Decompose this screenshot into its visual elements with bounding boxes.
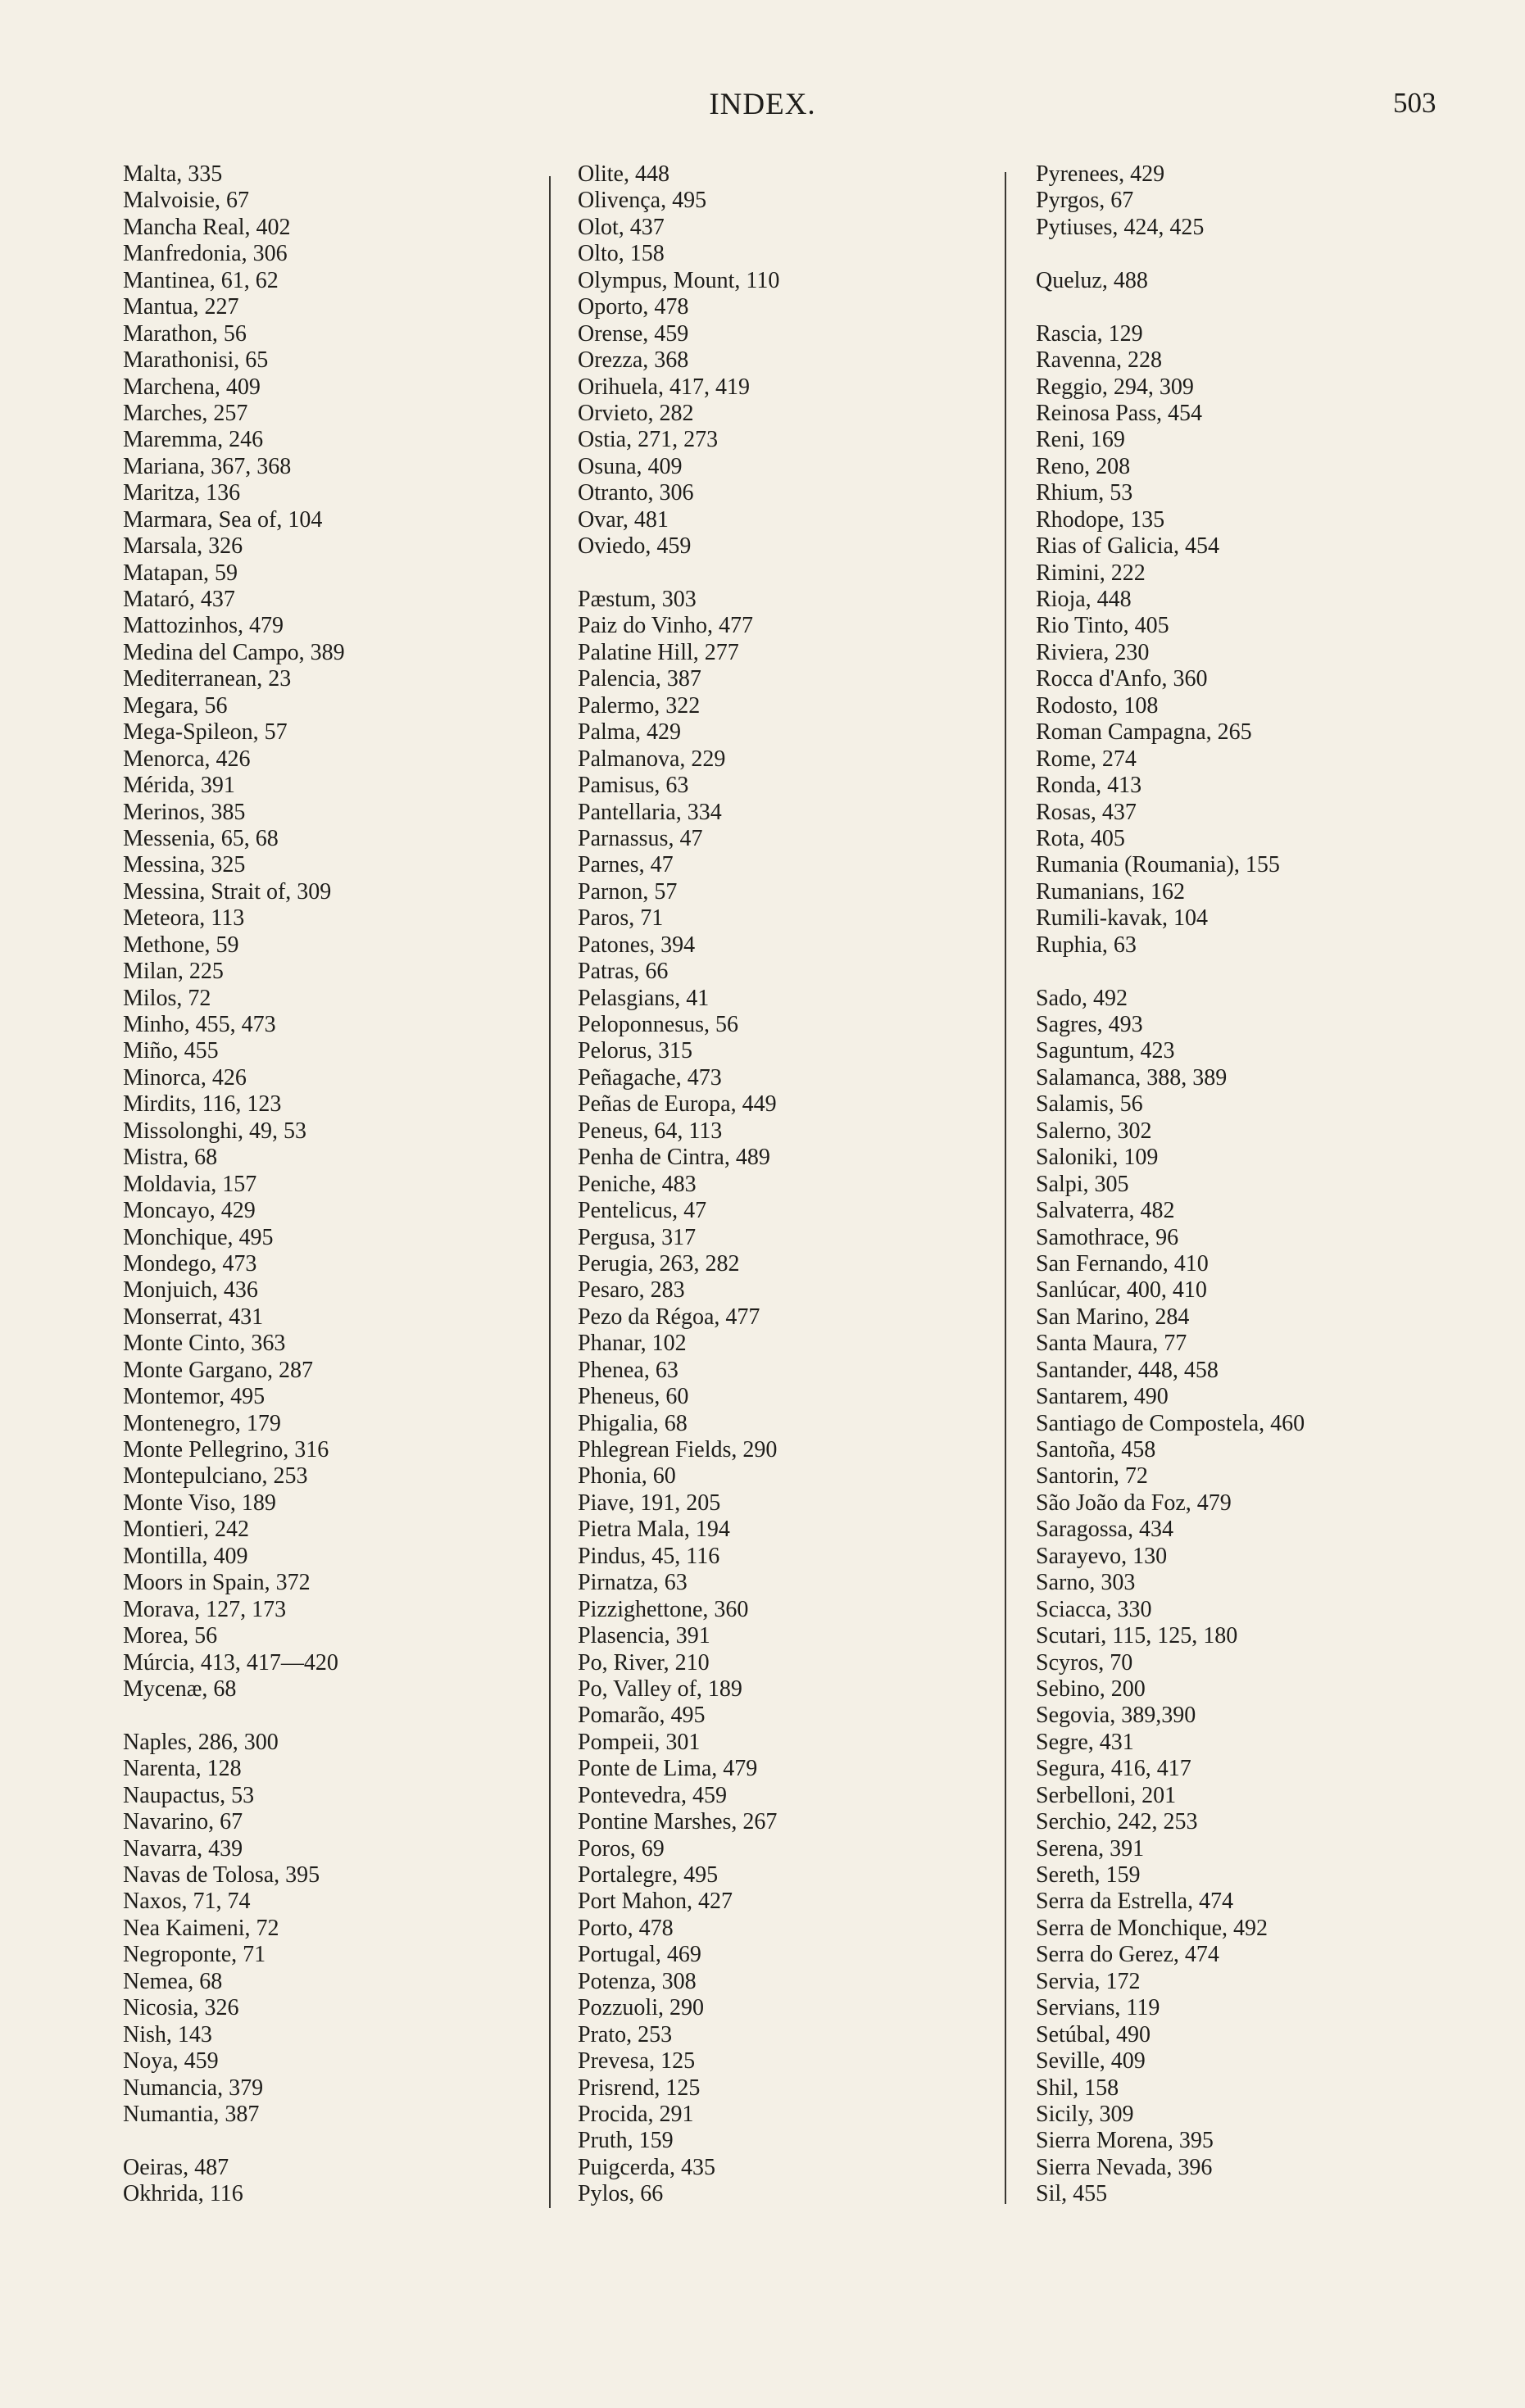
column-divider: [549, 176, 551, 2208]
index-entry: Rumania (Roumania), 155: [1036, 852, 1280, 878]
index-entry: Rio Tinto, 405: [1036, 613, 1169, 639]
index-entry: Monte Cinto, 363: [123, 1331, 286, 1357]
index-entry: Servia, 172: [1036, 1968, 1141, 1994]
index-entry: Pontine Marshes, 267: [578, 1809, 778, 1835]
index-spacer: [123, 2128, 549, 2154]
index-entry: Patras, 66: [578, 959, 669, 985]
index-entry: Olivença, 495: [578, 188, 707, 214]
index-entry: Marsala, 326: [123, 533, 243, 560]
index-entry: Pruth, 159: [578, 2128, 674, 2154]
index-entry: Peniche, 483: [578, 1171, 697, 1197]
index-entry: Ruphia, 63: [1036, 932, 1137, 958]
index-entry: Pezo da Régoa, 477: [578, 1304, 760, 1330]
index-entry: Parnon, 57: [578, 878, 678, 905]
index-entry: Peñagache, 473: [578, 1064, 722, 1091]
index-entry: Paiz do Vinho, 477: [578, 613, 754, 639]
index-entry: Prisrend, 125: [578, 2075, 701, 2101]
index-entry: Pylos, 66: [578, 2181, 664, 2207]
index-entry: Sciacca, 330: [1036, 1596, 1152, 1622]
index-entry: Rodosto, 108: [1036, 692, 1159, 719]
index-entry: Sereth, 159: [1036, 1862, 1141, 1888]
index-entry: Pomarão, 495: [578, 1703, 706, 1729]
index-entry: Serchio, 242, 253: [1036, 1809, 1198, 1835]
index-entry: Salvaterra, 482: [1036, 1198, 1175, 1224]
index-entry: Sierra Nevada, 396: [1036, 2154, 1213, 2180]
index-entry: Morea, 56: [123, 1623, 218, 1649]
index-entry: Palmanova, 229: [578, 746, 726, 772]
index-spacer: [578, 560, 1004, 587]
index-entry: Roman Campagna, 265: [1036, 719, 1252, 746]
index-entry: Salpi, 305: [1036, 1171, 1129, 1197]
index-entry: Rome, 274: [1036, 746, 1137, 772]
index-entry: Methone, 59: [123, 932, 239, 958]
index-entry: Marathonisi, 65: [123, 347, 269, 374]
index-entry: Santander, 448, 458: [1036, 1357, 1219, 1383]
index-entry: Messenia, 65, 68: [123, 825, 279, 851]
index-entry: Segura, 416, 417: [1036, 1756, 1191, 1782]
index-entry: Mariana, 367, 368: [123, 453, 292, 479]
index-entry: Pelorus, 315: [578, 1038, 692, 1064]
index-entry: Parnassus, 47: [578, 825, 703, 851]
index-entry: Sarno, 303: [1036, 1570, 1136, 1596]
index-entry: Marches, 257: [123, 400, 248, 426]
index-entry: Serbelloni, 201: [1036, 1782, 1177, 1808]
index-entry: Moors in Spain, 372: [123, 1570, 311, 1596]
index-entry: Narenta, 128: [123, 1756, 242, 1782]
index-entry: Phonia, 60: [578, 1463, 676, 1490]
index-entry: Santorin, 72: [1036, 1463, 1148, 1490]
index-entry: Reggio, 294, 309: [1036, 374, 1194, 400]
index-entry: Ovar, 481: [578, 506, 669, 533]
index-entry: Potenza, 308: [578, 1968, 697, 1994]
index-entry: Puigcerda, 435: [578, 2154, 715, 2180]
index-entry: Mediterranean, 23: [123, 666, 292, 692]
index-entry: Nea Kaimeni, 72: [123, 1915, 279, 1941]
page-number: 503: [1393, 87, 1436, 119]
index-entry: Pytiuses, 424, 425: [1036, 214, 1205, 240]
index-entry: Montepulciano, 253: [123, 1463, 308, 1490]
index-entry: Saloniki, 109: [1036, 1145, 1159, 1171]
index-entry: Pizzighettone, 360: [578, 1596, 749, 1622]
index-entry: Rimini, 222: [1036, 560, 1146, 586]
index-entry: Milan, 225: [123, 959, 224, 985]
index-entry: Marathon, 56: [123, 320, 247, 347]
index-entry: Merinos, 385: [123, 799, 246, 825]
index-entry: Monjuich, 436: [123, 1277, 258, 1304]
index-entry: Medina del Campo, 389: [123, 639, 345, 665]
index-entry: Phanar, 102: [578, 1331, 687, 1357]
index-entry: Plasencia, 391: [578, 1623, 710, 1649]
index-entry: Pheneus, 60: [578, 1384, 689, 1410]
index-entry: Saragossa, 434: [1036, 1517, 1173, 1543]
index-entry: Reno, 208: [1036, 453, 1131, 479]
index-entry: Monte Viso, 189: [123, 1490, 276, 1516]
index-entry: Messina, Strait of, 309: [123, 878, 332, 905]
index-entry: Orezza, 368: [578, 347, 689, 374]
index-entry: Prevesa, 125: [578, 2048, 696, 2075]
index-entry: Queluz, 488: [1036, 267, 1148, 293]
index-entry: Santoña, 458: [1036, 1437, 1156, 1462]
index-entry: Sado, 492: [1036, 985, 1128, 1011]
index-entry: Maremma, 246: [123, 427, 264, 453]
index-entry: Montenegro, 179: [123, 1410, 281, 1436]
index-entry: Palatine Hill, 277: [578, 639, 739, 665]
index-entry: Numantia, 387: [123, 2101, 260, 2127]
index-entry: Otranto, 306: [578, 480, 694, 506]
index-entry: Morava, 127, 173: [123, 1596, 287, 1622]
index-entry: Rumili-kavak, 104: [1036, 905, 1208, 932]
index-entry: Navarino, 67: [123, 1809, 243, 1835]
index-entry: Numancia, 379: [123, 2075, 264, 2101]
index-entry: Port Mahon, 427: [578, 1889, 733, 1915]
index-entry: Missolonghi, 49, 53: [123, 1118, 307, 1144]
index-entry: Rhodope, 135: [1036, 506, 1165, 533]
index-entry: Sarayevo, 130: [1036, 1543, 1168, 1569]
index-entry: Messina, 325: [123, 852, 246, 878]
index-entry: Mérida, 391: [123, 773, 235, 799]
index-entry: Meteora, 113: [123, 905, 245, 932]
index-spacer: [123, 1703, 549, 1729]
index-entry: Peloponnesus, 56: [578, 1012, 738, 1037]
index-entry: Scyros, 70: [1036, 1649, 1133, 1676]
index-entry: Pyrgos, 67: [1036, 188, 1134, 214]
index-entry: Olite, 448: [578, 161, 669, 187]
index-entry: Nicosia, 326: [123, 1995, 239, 2021]
index-entry: Rota, 405: [1036, 825, 1125, 851]
index-entry: Moncayo, 429: [123, 1198, 256, 1224]
index-column-1: [123, 161, 549, 2208]
index-entry: Nemea, 68: [123, 1968, 223, 1994]
index-entry: Serena, 391: [1036, 1835, 1145, 1862]
index-spacer: [1036, 959, 1495, 985]
index-entry: Serra de Monchique, 492: [1036, 1915, 1269, 1941]
index-entry: Rhium, 53: [1036, 480, 1133, 506]
index-entry: Pantellaria, 334: [578, 799, 722, 825]
index-entry: Múrcia, 413, 417—420: [123, 1649, 338, 1676]
index-column-2: [578, 161, 1004, 2208]
index-entry: São João da Foz, 479: [1036, 1490, 1232, 1516]
index-entry: Negroponte, 71: [123, 1942, 266, 1968]
index-entry: Rascia, 129: [1036, 320, 1143, 347]
index-entry: Manfredonia, 306: [123, 241, 288, 267]
index-entry: Segre, 431: [1036, 1729, 1134, 1755]
index-entry: Olto, 158: [578, 241, 665, 267]
index-entry: Pontevedra, 459: [578, 1782, 727, 1808]
index-entry: Ravenna, 228: [1036, 347, 1162, 374]
index-entry: Ponte de Lima, 479: [578, 1756, 758, 1782]
index-entry: Nish, 143: [123, 2021, 212, 2047]
index-entry: Mataró, 437: [123, 587, 235, 612]
index-entry: Osuna, 409: [578, 453, 683, 479]
index-entry: Paros, 71: [578, 905, 664, 932]
index-entry: Mancha Real, 402: [123, 214, 291, 240]
index-entry: Poros, 69: [578, 1835, 665, 1862]
index-entry: Marmara, Sea of, 104: [123, 506, 323, 533]
index-entry: Malta, 335: [123, 161, 223, 187]
index-entry: Peneus, 64, 113: [578, 1118, 723, 1144]
index-entry: Patones, 394: [578, 932, 696, 958]
index-entry: Pentelicus, 47: [578, 1198, 707, 1224]
index-entry: Olympus, Mount, 110: [578, 267, 780, 293]
index-entry: Oviedo, 459: [578, 533, 692, 560]
index-entry: Mistra, 68: [123, 1145, 218, 1171]
index-entry: Procida, 291: [578, 2101, 694, 2127]
index-entry: Pozzuoli, 290: [578, 1995, 704, 2021]
index-entry: Segovia, 389,390: [1036, 1703, 1196, 1729]
index-entry: Monte Gargano, 287: [123, 1357, 313, 1383]
index-entry: Rioja, 448: [1036, 587, 1132, 612]
index-entry: Salerno, 302: [1036, 1118, 1152, 1144]
index-entry: Perugia, 263, 282: [578, 1250, 740, 1277]
index-entry: Palencia, 387: [578, 666, 701, 692]
index-entry: Portugal, 469: [578, 1942, 701, 1968]
index-entry: Pirnatza, 63: [578, 1570, 688, 1596]
index-entry: Orvieto, 282: [578, 400, 694, 426]
index-entry: Saguntum, 423: [1036, 1038, 1175, 1064]
index-entry: Orense, 459: [578, 320, 689, 347]
index-entry: Parnes, 47: [578, 852, 674, 878]
index-entry: Montilla, 409: [123, 1543, 248, 1569]
index-entry: Porto, 478: [578, 1915, 674, 1941]
index-entry: Oeiras, 487: [123, 2154, 229, 2180]
index-entry: Palma, 429: [578, 719, 681, 746]
index-entry: Sanlúcar, 400, 410: [1036, 1277, 1207, 1304]
index-entry: Riviera, 230: [1036, 639, 1150, 665]
index-entry: Orihuela, 417, 419: [578, 374, 750, 400]
index-entry: Serra da Estrella, 474: [1036, 1889, 1234, 1915]
index-entry: Mirdits, 116, 123: [123, 1091, 282, 1118]
index-entry: Olot, 437: [578, 214, 665, 240]
index-entry: Naples, 286, 300: [123, 1729, 279, 1755]
index-entry: Sicily, 309: [1036, 2101, 1134, 2127]
index-entry: Pindus, 45, 116: [578, 1543, 720, 1569]
index-entry: San Fernando, 410: [1036, 1250, 1209, 1277]
index-entry: Po, Valley of, 189: [578, 1676, 742, 1702]
index-entry: Mycenæ, 68: [123, 1676, 237, 1702]
index-entry: Navarra, 439: [123, 1835, 243, 1862]
index-entry: Shil, 158: [1036, 2075, 1119, 2101]
index-entry: Oporto, 478: [578, 294, 689, 320]
index-entry: Po, River, 210: [578, 1649, 710, 1676]
index-entry: Prato, 253: [578, 2021, 673, 2047]
index-entry: Montieri, 242: [123, 1517, 249, 1543]
index-entry: Reni, 169: [1036, 427, 1125, 453]
index-entry: Mantinea, 61, 62: [123, 267, 279, 293]
index-entry: Malvoisie, 67: [123, 188, 249, 214]
index-entry: Rumanians, 162: [1036, 878, 1185, 905]
index-entry: Pæstum, 303: [578, 587, 697, 612]
index-entry: Salamanca, 388, 389: [1036, 1064, 1228, 1091]
index-entry: Serra do Gerez, 474: [1036, 1942, 1219, 1968]
index-entry: Servians, 119: [1036, 1995, 1160, 2021]
index-entry: Monte Pellegrino, 316: [123, 1437, 329, 1462]
index-entry: Rosas, 437: [1036, 799, 1137, 825]
index-entry: Pamisus, 63: [578, 773, 689, 799]
index-entry: Maritza, 136: [123, 480, 241, 506]
index-entry: Setúbal, 490: [1036, 2021, 1151, 2047]
index-entry: Phlegrean Fields, 290: [578, 1437, 778, 1462]
index-entry: Mondego, 473: [123, 1250, 257, 1277]
index-entry: Naxos, 71, 74: [123, 1889, 251, 1915]
index-entry: Monchique, 495: [123, 1224, 274, 1250]
running-header-title: INDEX.: [709, 88, 816, 121]
index-entry: Pergusa, 317: [578, 1224, 697, 1250]
index-entry: Pietra Mala, 194: [578, 1517, 730, 1543]
index-entry: Phigalia, 68: [578, 1410, 688, 1436]
index-entry: Milos, 72: [123, 985, 211, 1011]
index-entry: Menorca, 426: [123, 746, 251, 772]
index-entry: Pelasgians, 41: [578, 985, 710, 1011]
index-entry: San Marino, 284: [1036, 1304, 1190, 1330]
index-entry: Minho, 455, 473: [123, 1012, 276, 1037]
index-entry: Seville, 409: [1036, 2048, 1146, 2075]
index-entry: Miño, 455: [123, 1038, 219, 1064]
index-entry: Rocca d'Anfo, 360: [1036, 666, 1208, 692]
index-entry: Santiago de Compostela, 460: [1036, 1410, 1305, 1436]
index-entry: Monserrat, 431: [123, 1304, 264, 1330]
column-divider: [1005, 172, 1006, 2204]
index-column-3: [1036, 161, 1495, 2208]
index-entry: Sierra Morena, 395: [1036, 2128, 1214, 2154]
index-entry: Ronda, 413: [1036, 773, 1142, 799]
index-entry: Santa Maura, 77: [1036, 1331, 1187, 1357]
index-spacer: [1036, 294, 1495, 320]
index-entry: Pyrenees, 429: [1036, 161, 1165, 187]
index-entry: Matapan, 59: [123, 560, 238, 586]
index-entry: Okhrida, 116: [123, 2181, 243, 2207]
index-entry: Noya, 459: [123, 2048, 219, 2075]
index-entry: Naupactus, 53: [123, 1782, 255, 1808]
index-entry: Sebino, 200: [1036, 1676, 1146, 1702]
index-entry: Reinosa Pass, 454: [1036, 400, 1202, 426]
index-entry: Pesaro, 283: [578, 1277, 685, 1304]
index-entry: Marchena, 409: [123, 374, 261, 400]
index-entry: Phenea, 63: [578, 1357, 679, 1383]
index-entry: Megara, 56: [123, 692, 228, 719]
index-entry: Ostia, 271, 273: [578, 427, 719, 453]
index-entry: Portalegre, 495: [578, 1862, 719, 1888]
index-entry: Montemor, 495: [123, 1384, 266, 1410]
index-entry: Salamis, 56: [1036, 1091, 1143, 1118]
index-entry: Penha de Cintra, 489: [578, 1145, 770, 1171]
index-entry: Peñas de Europa, 449: [578, 1091, 777, 1118]
index-entry: Rias of Galicia, 454: [1036, 533, 1219, 560]
index-entry: Pompeii, 301: [578, 1729, 701, 1755]
index-entry: Mega-Spileon, 57: [123, 719, 288, 746]
index-entry: Sil, 455: [1036, 2181, 1108, 2207]
index-entry: Moldavia, 157: [123, 1171, 257, 1197]
index-entry: Palermo, 322: [578, 692, 701, 719]
index-spacer: [1036, 241, 1495, 267]
index-entry: Santarem, 490: [1036, 1384, 1169, 1410]
index-entry: Minorca, 426: [123, 1064, 247, 1091]
index-entry: Scutari, 115, 125, 180: [1036, 1623, 1238, 1649]
index-entry: Sagres, 493: [1036, 1012, 1143, 1037]
index-entry: Samothrace, 96: [1036, 1224, 1179, 1250]
index-entry: Piave, 191, 205: [578, 1490, 721, 1516]
index-entry: Mantua, 227: [123, 294, 239, 320]
index-entry: Mattozinhos, 479: [123, 613, 284, 639]
index-entry: Navas de Tolosa, 395: [123, 1862, 320, 1888]
